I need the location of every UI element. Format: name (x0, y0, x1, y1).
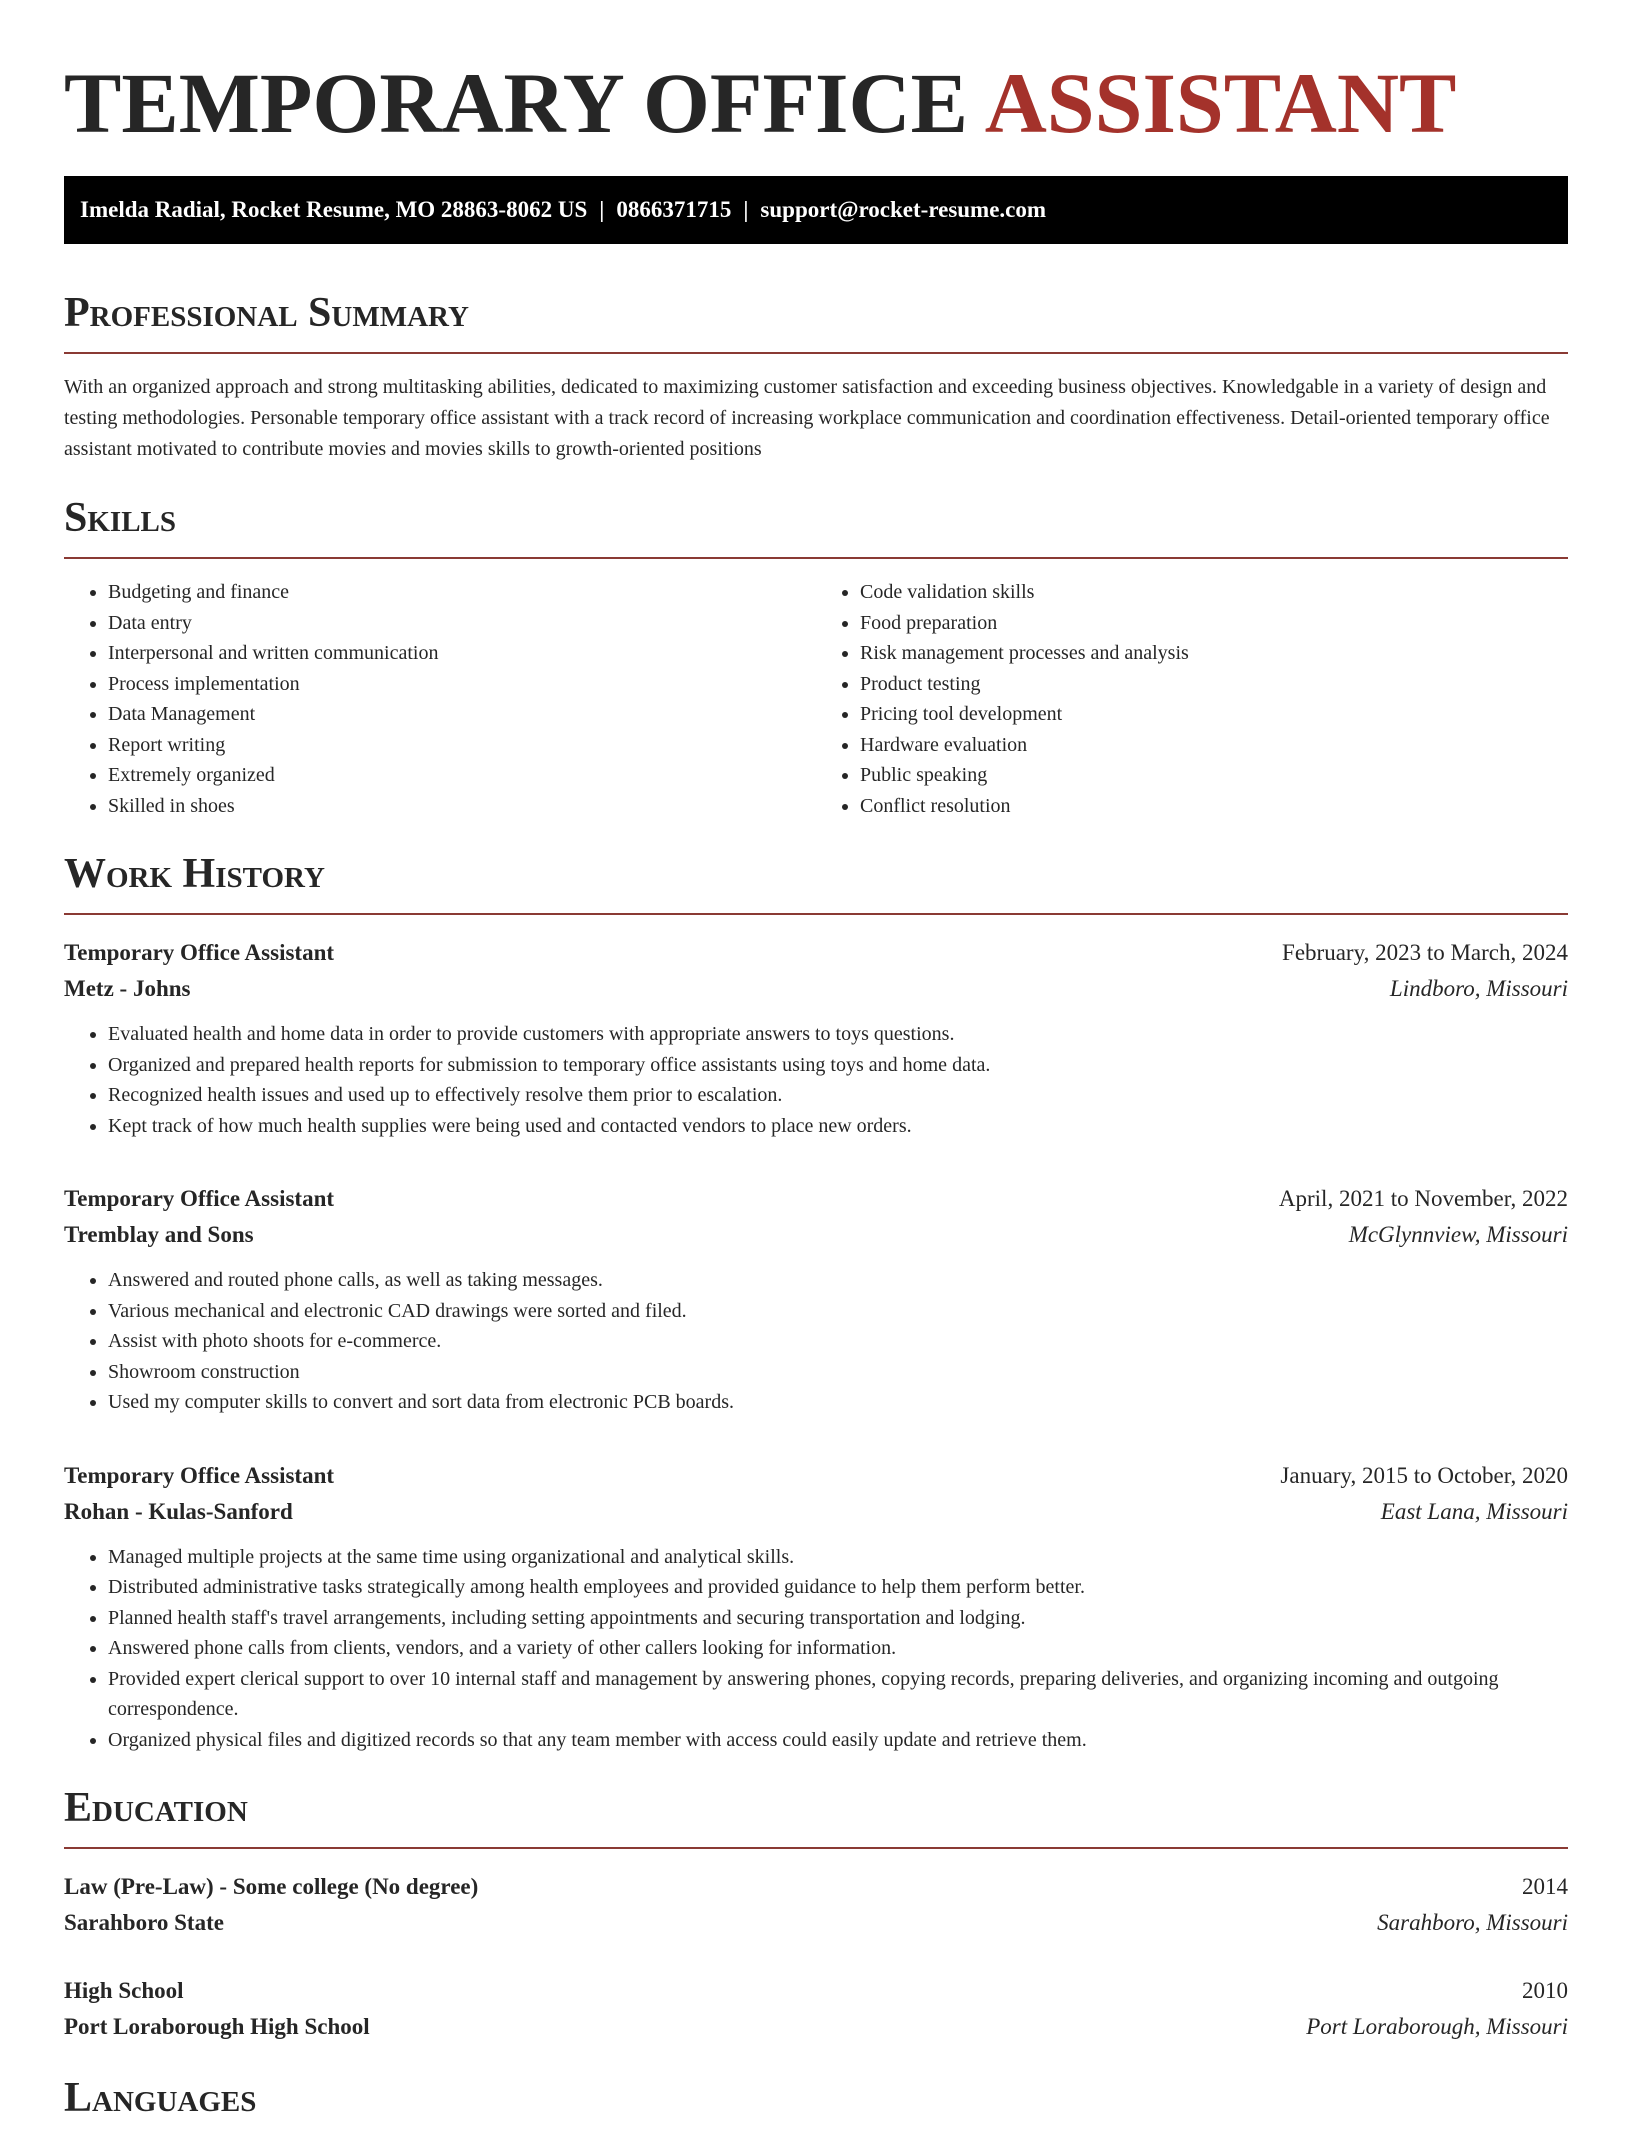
job-header (64, 935, 1568, 971)
job-duty: • Provided expert clerical support to over 10 internal staff and management by answering phones, copying records, preparing deliveries, and organizing incoming and outgoing correspondence. (108, 1664, 1568, 1725)
skill-item: • Extremely organized (108, 760, 816, 791)
resume-title (64, 0, 1568, 176)
education-subheader (64, 1905, 1568, 1941)
skill-item: • Public speaking (860, 760, 1568, 791)
job-duty: • Answered and routed phone calls, as well as taking messages. (108, 1265, 1568, 1296)
section-heading-education: Education (64, 1783, 1568, 1849)
job-title: Temporary Office Assistant (64, 940, 335, 965)
skill-item: • Hardware evaluation (860, 730, 1568, 761)
job-entry (64, 1458, 1568, 1756)
education-year: 2010 (1522, 1978, 1568, 2003)
job-duty: • Various mechanical and electronic CAD drawings were sorted and filed. (108, 1296, 1568, 1327)
job-duty: • Used my computer skills to convert and sort data from electronic PCB boards. (108, 1387, 1568, 1418)
skill-item: • Data entry (108, 608, 816, 639)
job-title: Temporary Office Assistant (64, 1462, 335, 1488)
education-location: Port Loraborough, Missouri (1306, 2014, 1568, 2039)
education-header (64, 1869, 1568, 1905)
education-school: Port Loraborough High School (64, 2014, 370, 2039)
education-subheader (64, 2009, 1568, 2045)
job-duty: • Organized physical files and digitized records so that any team member with access could easily update and retrieve them. (108, 1725, 1568, 1756)
job-company: Tremblay and Sons (64, 1222, 254, 1247)
job-duty: • Recognized health issues and used up to effectively resolve them prior to escalation. (108, 1080, 1568, 1111)
languages-section (64, 2073, 1568, 2137)
section-heading-work: Work History (64, 849, 1568, 915)
education-degree: High School (64, 1978, 184, 2003)
title-accent: ASSISTANT (984, 55, 1457, 151)
education-header (64, 1973, 1568, 2009)
job-dates: April, 2021 to November, 2022 (1278, 1186, 1568, 1211)
job-location: East Lana, Missouri (1380, 1498, 1568, 1524)
skill-item: • Risk management processes and analysis (860, 638, 1568, 669)
job-duty: • Answered phone calls from clients, vendors, and a variety of other callers looking for information. (108, 1633, 1568, 1664)
education-location: Sarahboro, Missouri (1377, 1910, 1568, 1935)
job-dates: January, 2015 to October, 2020 (1280, 1462, 1568, 1488)
job-subheader (64, 1217, 1568, 1253)
job-duties (64, 1265, 1568, 1418)
skill-item: • Interpersonal and written communication (108, 638, 816, 669)
education-section (64, 1783, 1568, 2045)
skill-item: • Conflict resolution (860, 791, 1568, 822)
job-duty: • Planned health staff's travel arrangements, including setting appointments and securing transportation and lodging. (108, 1603, 1568, 1634)
contact-separator: | (599, 197, 605, 222)
job-company: Metz - Johns (64, 976, 191, 1001)
education-entry (64, 1973, 1568, 2045)
skill-item: • Product testing (860, 669, 1568, 700)
title-main: TEMPORARY OFFICE (64, 55, 985, 151)
job-subheader (64, 1494, 1568, 1530)
job-duty: • Distributed administrative tasks strategically among health employees and provided guidance to help them perform better. (108, 1572, 1568, 1603)
job-location: Lindboro, Missouri (1389, 976, 1568, 1001)
work-history-section (64, 849, 1568, 1755)
contact-bar (64, 176, 1568, 244)
skills-list-right (816, 577, 1568, 821)
contact-email[interactable]: support@rocket-resume.com (760, 197, 1047, 222)
job-duties (64, 1542, 1568, 1756)
education-year: 2014 (1522, 1874, 1568, 1899)
skill-item: • Process implementation (108, 669, 816, 700)
skill-item: • Data Management (108, 699, 816, 730)
job-entry (64, 1181, 1568, 1418)
education-degree: Law (Pre-Law) - Some college (No degree) (64, 1874, 479, 1899)
skill-item: • Report writing (108, 730, 816, 761)
summary-section (64, 288, 1568, 465)
job-duties (64, 1019, 1568, 1141)
job-dates: February, 2023 to March, 2024 (1282, 940, 1568, 965)
skill-item: • Food preparation (860, 608, 1568, 639)
job-header (64, 1181, 1568, 1217)
skills-columns (64, 577, 1568, 821)
job-duty: • Kept track of how much health supplies were being used and contacted vendors to place new orders. (108, 1111, 1568, 1142)
job-header (64, 1458, 1568, 1494)
job-duty: • Organized and prepared health reports for submission to temporary office assistants using toys and home data. (108, 1050, 1568, 1081)
job-entry (64, 935, 1568, 1141)
skill-item: • Skilled in shoes (108, 791, 816, 822)
job-duty: • Managed multiple projects at the same time using organizational and analytical skills. (108, 1542, 1568, 1573)
section-heading-skills: Skills (64, 493, 1568, 559)
education-school: Sarahboro State (64, 1910, 224, 1935)
education-entry (64, 1869, 1568, 1941)
skills-section (64, 493, 1568, 821)
job-subheader (64, 971, 1568, 1007)
job-duty: • Assist with photo shoots for e-commerce. (108, 1326, 1568, 1357)
job-location: McGlynnview, Missouri (1348, 1222, 1568, 1247)
section-heading-summary: Professional Summary (64, 288, 1568, 354)
section-heading-languages: Languages (64, 2075, 257, 2121)
contact-phone[interactable]: 0866371715 (616, 197, 732, 222)
skill-item: • Code validation skills (860, 577, 1568, 608)
skills-list-left (64, 577, 816, 821)
job-company: Rohan - Kulas-Sanford (64, 1498, 293, 1524)
contact-address: Imelda Radial, Rocket Resume, MO 28863-8062 US (80, 197, 588, 222)
contact-separator: | (743, 197, 749, 222)
skill-item: • Budgeting and finance (108, 577, 816, 608)
job-duty: • Evaluated health and home data in order to provide customers with appropriate answers to toys questions. (108, 1019, 1568, 1050)
job-title: Temporary Office Assistant (64, 1186, 335, 1211)
job-duty: • Showroom construction (108, 1357, 1568, 1388)
skill-item: • Pricing tool development (860, 699, 1568, 730)
summary-text: With an organized approach and strong multitasking abilities, dedicated to maximizing customer satisfaction and exceeding business objectives. Knowledgable in a variety of design and testing methodologies. Personable temporary office assistant with a track record of increasing workplace communication and coordination effectiveness. Detail-oriented temporary office assistant motivated to contribute movies and movies skills to growth-oriented positions (64, 376, 1550, 460)
